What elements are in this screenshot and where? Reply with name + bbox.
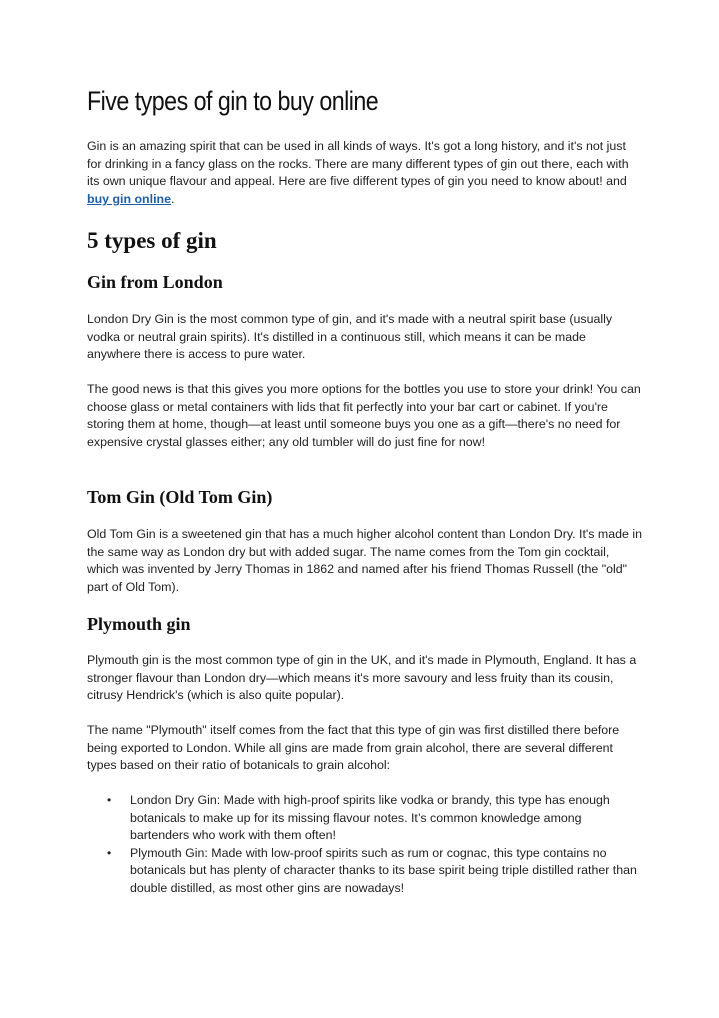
bullet-icon: • (107, 793, 112, 807)
bullet-icon: • (107, 845, 112, 860)
london-paragraph-1: London Dry Gin is the most common type of gin, and it's made with a neutral spirit base (usually vodka or neutral grain spirits). It's distilled in a continuous still, which means it can be made anywhere there is access to pure water. (87, 312, 613, 362)
section-heading: 5 types of gin (87, 228, 217, 253)
list-item-text: Plymouth Gin: Made with low-proof spirits such as rum or cognac, this type contains no botanicals but has plenty of character thanks to its base spirit being triple distilled rather than double distilled, as most other gins are nowadays! (130, 845, 637, 895)
tom-paragraph-1: Old Tom Gin is a sweetened gin that has a much higher alcohol content than London Dry. It's made in the same way as London dry but with added sugar. The name comes from the Tom gin cocktail, which was invented by Jerry Thomas in 1862 and named after his friend Thomas Russell (the "old" part of Old Tom). (87, 527, 642, 594)
buy-gin-online-link[interactable]: buy gin online (87, 191, 171, 206)
page-title: Five types of gin to buy online (87, 86, 379, 116)
list-item (87, 845, 642, 898)
intro-paragraph (87, 138, 642, 208)
plymouth-paragraph-1: Plymouth gin is the most common type of gin in the UK, and it's made in Plymouth, England. It has a stronger flavour than London dry—which means it's more savoury and less fruity than its cousin, citrusy Hendrick's (which is also quite popular). (87, 653, 637, 703)
heading-tom-gin: Tom Gin (Old Tom Gin) (87, 487, 273, 507)
london-paragraph-2: The good news is that this gives you more options for the bottles you use to store your drink! You can choose glass or metal containers with lids that fit perfectly into your bar cart or cabinet. If you're storing them at home, though—at least until someone buys you one as a gift—there's no need for expensive crystal glasses either; any old tumbler will do just fine for now! (87, 382, 641, 449)
intro-text: Gin is an amazing spirit that can be used in all kinds of ways. It's got a long history, and it's not just for drinking in a fancy glass on the rocks. There are many different types of gin out there, each with its own unique flavour and appeal. Here are five different types of gin you need to know about! and (87, 139, 629, 189)
list-item (87, 792, 642, 845)
intro-end: . (170, 191, 175, 206)
heading-plymouth: Plymouth gin (87, 614, 191, 634)
plymouth-paragraph-2: The name "Plymouth" itself comes from the fact that this type of gin was first distilled there before being exported to London. While all gins are made from grain alcohol, there are several different types based on their ratio of botanicals to grain alcohol: (87, 723, 620, 773)
gin-types-list (87, 792, 642, 898)
heading-london: Gin from London (87, 272, 223, 292)
list-item-text: London Dry Gin: Made with high-proof spirits like vodka or brandy, this type has enough botanicals to make up for its missing flavour notes. It’s common knowledge among bartenders who work with them often! (130, 793, 610, 843)
